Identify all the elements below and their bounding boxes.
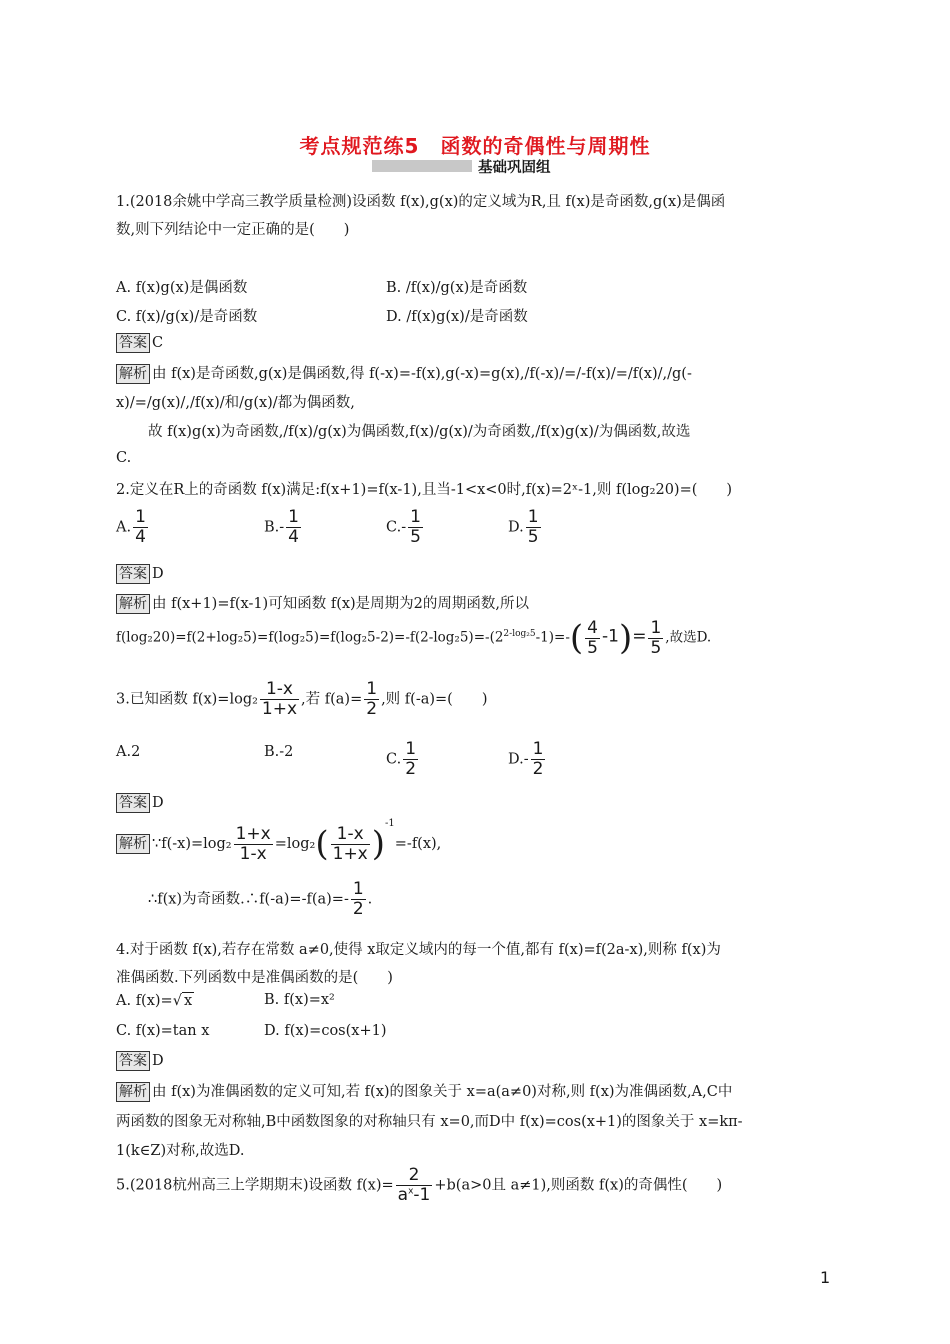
q1-option-c: C. f(x)/g(x)/是奇函数 [116, 309, 258, 325]
denominator: 2 [532, 759, 544, 779]
numerator: 2 [396, 1166, 433, 1186]
fraction [331, 825, 370, 864]
q5-stem-pre: 5.(2018杭州高三上学期期末)设函数 f(x)= [116, 1177, 394, 1194]
q3-stem-pre: 3.已知函数 f(x)=log₂ [116, 691, 258, 708]
page-title: 考点规范练5 函数的奇偶性与周期性 [299, 134, 651, 158]
q2-answer-value: D [152, 566, 164, 582]
minus-one: -1 [601, 626, 619, 647]
fraction [396, 1166, 433, 1205]
denominator: 1+x [332, 843, 368, 864]
q2-analysis-line1 [116, 592, 529, 614]
q4-answer [116, 1051, 164, 1071]
q4-option-d: D. f(x)=cos(x+1) [264, 1023, 387, 1039]
q1-analysis-line2: x)/=/g(x)/,/f(x)/和/g(x)/都为偶函数, [116, 395, 355, 411]
q1-stem-line1: 1.(2018余姚中学高三教学质量检测)设函数 f(x),g(x)的定义域为R,且 f(x)是奇函数,g(x)是偶函 [116, 194, 726, 210]
numerator: 1 [288, 507, 299, 527]
q2-option-b [264, 508, 303, 547]
q2-analysis-expr-b: -1)=- [535, 629, 570, 646]
q4-analysis-line3: 1(k∈Z)对称,故选D. [116, 1143, 245, 1159]
fraction [133, 508, 148, 547]
analysis-tag: 解析 [116, 834, 150, 854]
fraction [403, 740, 418, 779]
fraction [260, 680, 299, 719]
q1-stem-line2: 数,则下列结论中一定正确的是( ) [116, 222, 350, 238]
denominator: 5 [650, 637, 662, 658]
section-subtitle: 基础巩固组 [478, 160, 551, 176]
q4-option-b: B. f(x)=x² [264, 992, 335, 1008]
exponent: -1 [385, 818, 395, 829]
q2-option-b-label: B. [264, 519, 280, 536]
q3-option-d-label: D. [508, 751, 524, 768]
q3-analysis-line1 [116, 818, 441, 864]
q3-analysis2-pre: ∴f(x)为奇函数.∴f(-a)=-f(a)=- [148, 891, 349, 908]
analysis-tag: 解析 [116, 594, 150, 614]
denominator-base: a [397, 1185, 409, 1205]
q3-option-b: B.-2 [264, 744, 294, 760]
right-paren: ) [371, 824, 386, 864]
q4-analysis-line1 [116, 1080, 732, 1102]
answer-tag: 答案 [116, 793, 150, 813]
numerator: 1 [405, 739, 417, 759]
answer-tag: 答案 [116, 333, 150, 353]
analysis-tag: 解析 [116, 364, 150, 384]
numerator: 1+x [235, 823, 271, 844]
q3-stem-mid: ,若 f(a)= [301, 691, 363, 708]
q2-answer [116, 564, 164, 584]
numerator: 1 [366, 679, 378, 699]
q4-stem-line1: 4.对于函数 f(x),若存在常数 a≠0,使得 x取定义域内的每一个值,都有 f(x)=f(2a-x),则称 f(x)为 [116, 942, 721, 958]
fraction [531, 740, 546, 779]
q5-stem-post: +b(a>0且 a≠1),则函数 f(x)的奇偶性( ) [434, 1177, 723, 1194]
fraction-4-5 [585, 619, 600, 658]
denominator: 4 [135, 527, 146, 547]
q4-analysis-line2: 两函数的图象无对称轴,B中函数图象的对称轴只有 x=0,而D中 f(x)=cos(x+1)的图象关于 x=kπ- [116, 1114, 743, 1130]
denominator: 2 [366, 699, 378, 719]
q1-analysis-line1 [116, 362, 692, 384]
fraction [408, 508, 423, 547]
q3-option-d [508, 740, 547, 779]
q2-option-c-sign: - [401, 519, 407, 536]
numerator: 1-x [260, 680, 299, 700]
q1-analysis-line3: 故 f(x)g(x)为奇函数,/f(x)/g(x)为偶函数,f(x)/g(x)/为奇函数,/f(x)g(x)/为偶函数,故选 [148, 424, 691, 440]
q2-analysis-expr-a: f(log₂20)=f(2+log₂5)=f(log₂5)=f(log₂5-2)=-f(2-log₂5)=-(2 [116, 629, 504, 646]
q4-stem-line2: 准偶函数.下列函数中是准偶函数的是( ) [116, 970, 393, 986]
equals-sign: = [632, 626, 647, 647]
q2-analysis-conclusion: ,故选D. [665, 629, 712, 646]
q3-stem-post: ,则 f(-a)=( ) [381, 691, 488, 708]
q2-option-a [116, 508, 150, 547]
page-number: 1 [820, 1268, 831, 1287]
denominator-exponent: x [408, 1186, 414, 1197]
radicand: x [183, 993, 193, 1009]
q3-analysis2-post: . [367, 891, 373, 908]
denominator [396, 1186, 433, 1205]
denominator: 2 [405, 759, 417, 779]
q1-answer [116, 333, 163, 353]
fraction [364, 680, 379, 719]
q2-analysis-text1: 由 f(x+1)=f(x-1)可知函数 f(x)是周期为2的周期函数,所以 [152, 596, 530, 612]
numerator: 1 [527, 507, 539, 527]
q2-stem-line1: 2.定义在R上的奇函数 f(x)满足:f(x+1)=f(x-1),且当-1<x<0时,f(x)=2ˣ-1,则 f(log₂20)=( ) [116, 482, 733, 498]
q3-answer [116, 793, 164, 813]
q3-stem [116, 680, 487, 719]
q1-answer-value: C [152, 335, 164, 351]
numerator: 1 [135, 507, 146, 527]
denominator: 1+x [261, 699, 298, 719]
q4-answer-value: D [152, 1053, 164, 1069]
numerator: 1-x [331, 825, 370, 845]
denominator: 5 [527, 527, 539, 547]
subtitle-bar [372, 160, 472, 172]
q4-option-c: C. f(x)=tan x [116, 1023, 210, 1039]
fraction [351, 880, 366, 919]
q3-analysis-line2 [148, 880, 372, 919]
q5-stem [116, 1166, 722, 1205]
fraction [234, 825, 273, 864]
numerator: 1 [532, 739, 544, 759]
q2-option-c [386, 508, 425, 547]
q3-analysis-mid: =log₂ [274, 836, 316, 852]
numerator: 4 [587, 617, 598, 638]
q2-analysis-line2 [116, 618, 711, 658]
q2-option-d [508, 508, 543, 547]
denominator: 1-x [239, 843, 267, 864]
q3-option-c [386, 740, 420, 779]
q2-option-d-label: D. [508, 519, 524, 536]
q2-option-c-label: C. [386, 519, 402, 536]
numerator: 1 [410, 507, 421, 527]
q1-option-d: D. /f(x)g(x)/是奇函数 [386, 309, 528, 325]
q2-analysis-exponent: 2-log₂5 [503, 629, 536, 639]
answer-tag: 答案 [116, 1051, 150, 1071]
q3-analysis-post: =-f(x), [394, 836, 442, 852]
denominator-rest: -1 [413, 1185, 431, 1205]
q3-answer-value: D [152, 795, 164, 811]
q3-option-d-sign: - [523, 751, 529, 768]
fraction [526, 508, 541, 547]
q4-option-a [116, 992, 194, 1009]
q3-option-c-label: C. [386, 751, 402, 768]
q1-option-a: A. f(x)g(x)是偶函数 [116, 280, 248, 296]
q3-analysis-pre: ∵f(-x)=log₂ [152, 836, 232, 852]
q1-analysis-line4: C. [116, 450, 132, 466]
denominator: 4 [288, 527, 299, 547]
q2-option-b-sign: - [279, 519, 285, 536]
numerator: 1 [650, 617, 662, 638]
q1-analysis-text1: 由 f(x)是奇函数,g(x)是偶函数,得 f(-x)=-f(x),g(-x)=g(x),/f(-x)/=/-f(x)/=/f(x)/,/g(- [152, 366, 692, 382]
denominator: 5 [410, 527, 421, 547]
numerator: 1 [352, 879, 364, 899]
denominator: 2 [352, 899, 364, 919]
right-paren: ) [618, 618, 633, 658]
q3-option-a: A.2 [116, 744, 141, 760]
fraction-1-5 [648, 619, 663, 658]
analysis-tag: 解析 [116, 1082, 150, 1102]
answer-tag: 答案 [116, 564, 150, 584]
left-paren: ( [569, 618, 584, 658]
fraction [286, 508, 301, 547]
left-paren: ( [315, 824, 329, 864]
denominator: 5 [587, 637, 598, 658]
q4-analysis-text1: 由 f(x)为准偶函数的定义可知,若 f(x)的图象关于 x=a(a≠0)对称,则 f(x)为准偶函数,A,C中 [152, 1084, 733, 1100]
q2-option-a-label: A. [116, 519, 132, 536]
q4-option-a-pre: A. f(x)=√ [116, 993, 182, 1009]
q1-option-b: B. /f(x)/g(x)是奇函数 [386, 280, 528, 296]
